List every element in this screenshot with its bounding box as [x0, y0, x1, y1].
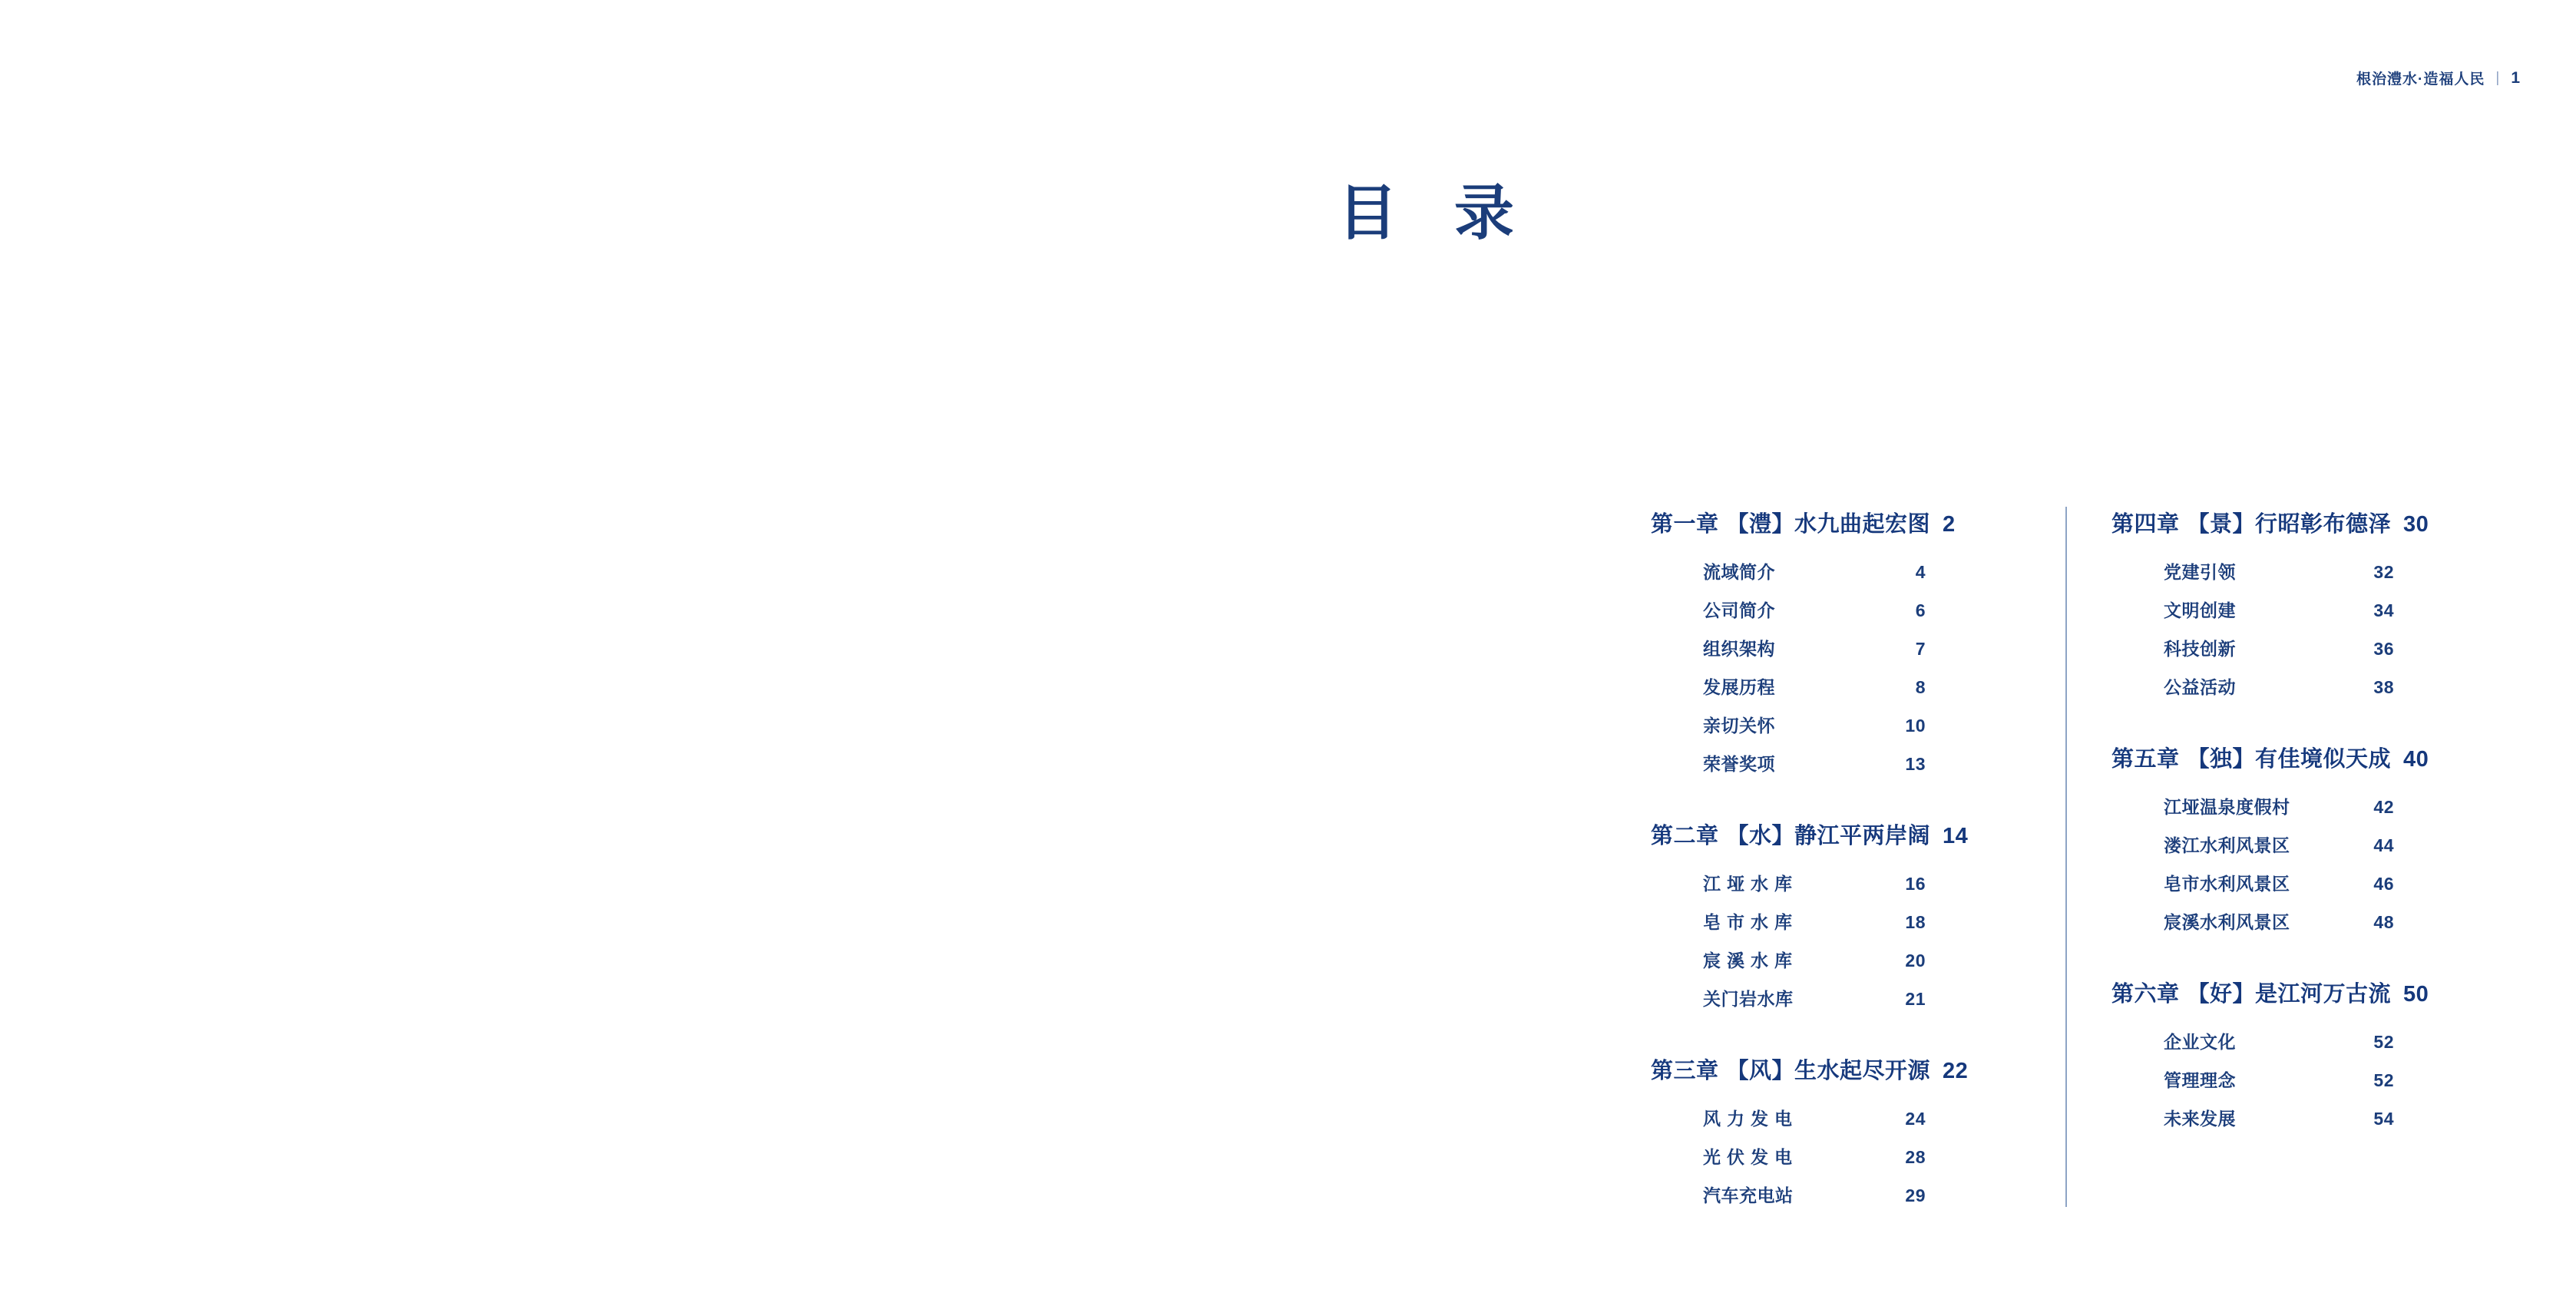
toc-entry-label: 汽车充电站 — [1703, 1185, 1794, 1205]
chapter-entry-list — [1651, 870, 2035, 1010]
toc-entry[interactable] — [1703, 1143, 2035, 1169]
toc-entry-label: 亲切关怀 — [1703, 716, 1775, 736]
chapter-title: 【景】行昭彰布德泽 — [2187, 512, 2392, 537]
toc-entry-page: 38 — [2373, 677, 2394, 697]
toc-entry-page: 4 — [1915, 562, 1926, 582]
toc-entry-page: 48 — [2373, 912, 2394, 932]
chapter-page-number: 2 — [1943, 512, 1956, 537]
toc-entry[interactable] — [1703, 1105, 2035, 1130]
chapter-entry-list — [2111, 558, 2480, 699]
chapter-page-number: 50 — [2403, 982, 2429, 1007]
toc-entry-page: 34 — [2373, 600, 2394, 620]
toc-entry[interactable] — [2164, 597, 2480, 622]
chapter-heading[interactable] — [2111, 742, 2480, 773]
toc-entry[interactable] — [2164, 558, 2480, 584]
toc-entry-page: 28 — [1905, 1147, 1926, 1167]
toc-entry-label: 企业文化 — [2164, 1032, 2236, 1052]
toc-chapter — [1651, 507, 2035, 775]
toc-entry-page: 29 — [1905, 1185, 1926, 1205]
toc-entry[interactable] — [1703, 870, 2035, 895]
chapter-title: 【澧】水九曲起宏图 — [1726, 512, 1931, 537]
toc-entry[interactable] — [2164, 673, 2480, 699]
chapter-number: 第三章 — [1651, 1059, 1719, 1083]
chapter-title: 【水】静江平两岸阔 — [1726, 824, 1931, 848]
toc-entry-label: 发展历程 — [1703, 677, 1775, 697]
toc-entry[interactable] — [1703, 750, 2035, 775]
chapter-number: 第四章 — [2111, 512, 2180, 537]
toc-entry-label: 党建引领 — [2164, 562, 2236, 582]
toc-entry-page: 21 — [1905, 989, 1926, 1009]
toc-entry-label: 江垭温泉度假村 — [2164, 797, 2290, 817]
toc-entry-label: 公司简介 — [1703, 600, 1775, 620]
chapter-heading[interactable] — [2111, 977, 2480, 1008]
chapter-entry-list — [2111, 793, 2480, 934]
toc-entry[interactable] — [1703, 673, 2035, 699]
toc-entry[interactable] — [1703, 947, 2035, 972]
toc-entry-label: 未来发展 — [2164, 1109, 2236, 1129]
toc-entry-page: 6 — [1915, 600, 1926, 620]
toc-entry-page: 13 — [1905, 754, 1926, 774]
toc-entry[interactable] — [1703, 1182, 2035, 1207]
toc-entry-page: 10 — [1905, 716, 1926, 736]
chapter-number: 第六章 — [2111, 982, 2180, 1007]
chapter-page-number: 40 — [2403, 747, 2429, 772]
header-separator: | — [2495, 69, 2501, 86]
toc-entry-page: 42 — [2373, 797, 2394, 817]
toc-entry-page: 54 — [2373, 1109, 2394, 1129]
toc-entry-label: 流域简介 — [1703, 562, 1775, 582]
toc-entry[interactable] — [1703, 635, 2035, 660]
toc-entry-label: 文明创建 — [2164, 600, 2236, 620]
toc-columns — [1651, 507, 2511, 1207]
toc-entry-label: 皂市水利风景区 — [2164, 874, 2290, 894]
chapter-heading[interactable] — [1651, 1053, 2035, 1085]
running-title: 根治澧水·造福人民 — [2356, 71, 2485, 88]
toc-entry-page: 44 — [2373, 835, 2394, 855]
chapter-page-number: 30 — [2403, 512, 2429, 537]
toc-entry[interactable] — [2164, 1105, 2480, 1130]
toc-entry-label: 江垭水库 — [1703, 874, 1798, 894]
toc-entry-label: 管理理念 — [2164, 1070, 2236, 1090]
toc-entry-label: 溇江水利风景区 — [2164, 835, 2290, 855]
toc-entry-page: 52 — [2373, 1032, 2394, 1052]
toc-entry-page: 18 — [1905, 912, 1926, 932]
chapter-entry-list — [2111, 1028, 2480, 1130]
chapter-entry-list — [1651, 558, 2035, 775]
toc-entry-label: 宸溪水库 — [1703, 951, 1798, 970]
toc-entry-label: 风力发电 — [1703, 1109, 1798, 1129]
toc-entry-label: 荣誉奖项 — [1703, 754, 1775, 774]
toc-chapter — [1651, 818, 2035, 1010]
page-number: 1 — [2511, 68, 2521, 87]
toc-entry[interactable] — [1703, 908, 2035, 934]
chapter-page-number: 14 — [1943, 824, 1969, 848]
toc-chapter — [2111, 977, 2480, 1130]
toc-entry[interactable] — [2164, 908, 2480, 934]
toc-entry[interactable] — [2164, 1066, 2480, 1092]
chapter-entry-list — [1651, 1105, 2035, 1207]
toc-entry-label: 光伏发电 — [1703, 1147, 1798, 1167]
toc-entry-page: 7 — [1915, 639, 1926, 659]
toc-entry-page: 16 — [1905, 874, 1926, 894]
toc-entry[interactable] — [2164, 793, 2480, 818]
toc-entry-page: 36 — [2373, 639, 2394, 659]
toc-entry[interactable] — [1703, 558, 2035, 584]
toc-entry-label: 组织架构 — [1703, 639, 1775, 659]
toc-column-right — [2065, 507, 2480, 1207]
toc-entry-page: 32 — [2373, 562, 2394, 582]
toc-entry-page: 8 — [1915, 677, 1926, 697]
toc-entry[interactable] — [2164, 635, 2480, 660]
chapter-number: 第一章 — [1651, 512, 1719, 537]
chapter-number: 第二章 — [1651, 824, 1719, 848]
toc-entry-page: 46 — [2373, 874, 2394, 894]
toc-entry-label: 宸溪水利风景区 — [2164, 912, 2290, 932]
toc-column-left — [1651, 507, 2065, 1207]
toc-entry[interactable] — [2164, 870, 2480, 895]
chapter-title: 【好】是江河万古流 — [2187, 982, 2392, 1007]
toc-entry[interactable] — [1703, 597, 2035, 622]
toc-entry-label: 公益活动 — [2164, 677, 2236, 697]
chapter-title: 【风】生水起尽开源 — [1726, 1059, 1931, 1083]
chapter-title: 【独】有佳境似天成 — [2187, 747, 2392, 772]
toc-entry[interactable] — [2164, 1028, 2480, 1053]
chapter-heading[interactable] — [1651, 507, 2035, 538]
toc-entry-label: 关门岩水库 — [1703, 989, 1794, 1009]
toc-entry-page: 24 — [1905, 1109, 1926, 1129]
chapter-heading[interactable] — [2111, 507, 2480, 538]
toc-chapter — [2111, 742, 2480, 934]
toc-chapter — [1651, 1053, 2035, 1207]
chapter-heading[interactable] — [1651, 818, 2035, 850]
toc-entry-label: 皂市水库 — [1703, 912, 1798, 932]
toc-entry-page: 20 — [1905, 951, 1926, 970]
toc-entry[interactable] — [1703, 985, 2035, 1010]
toc-entry[interactable] — [2164, 832, 2480, 857]
page-title: 目 录 — [1338, 179, 1534, 246]
running-header — [2356, 68, 2521, 88]
chapter-number: 第五章 — [2111, 747, 2180, 772]
toc-entry[interactable] — [1703, 712, 2035, 737]
chapter-page-number: 22 — [1943, 1059, 1969, 1083]
toc-chapter — [2111, 507, 2480, 699]
toc-entry-page: 52 — [2373, 1070, 2394, 1090]
toc-entry-label: 科技创新 — [2164, 639, 2236, 659]
